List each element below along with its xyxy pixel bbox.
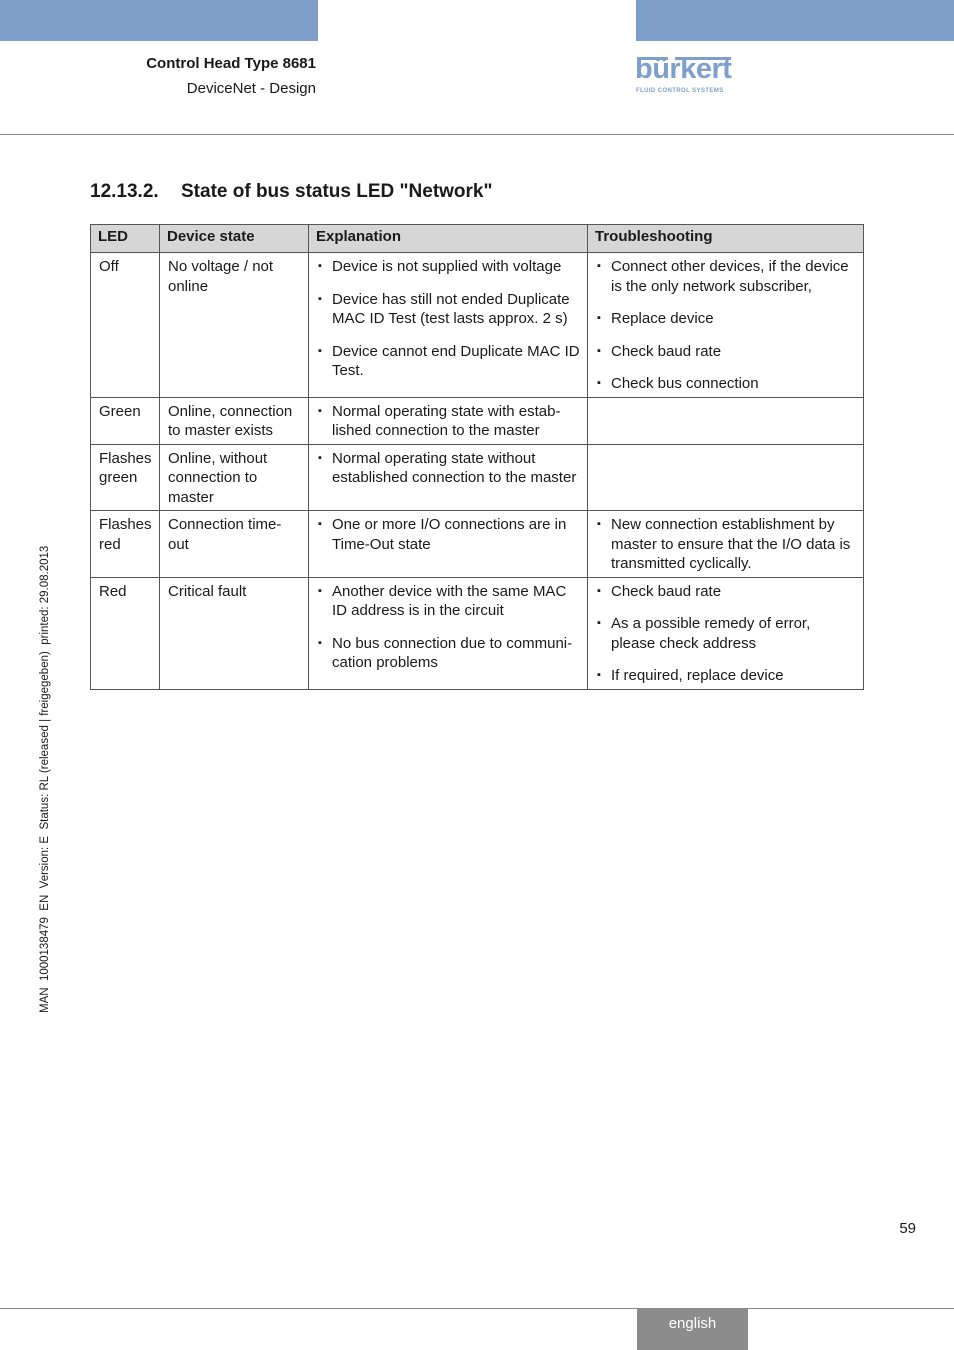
led-cell: Flashes red [91, 511, 160, 578]
document-title: Control Head Type 8681 [146, 55, 316, 72]
explanation-item: ▪ No bus connection due to communi-cation problems [317, 634, 580, 673]
explanation-cell [309, 397, 588, 444]
explanation-item: ▪ One or more I/O connections are in Time-Out state [317, 515, 580, 554]
document-meta-sidebar: MAN 1000138479 EN Version: E Status: RL (released | freigegeben) printed: 29.08.2013 [39, 545, 51, 1013]
explanation-item: ▪ Device cannot end Duplicate MAC ID Test. [317, 342, 580, 381]
burkert-logo [635, 53, 733, 97]
troubleshooting-cell [588, 444, 864, 511]
led-cell: Green [91, 397, 160, 444]
device-state-cell: Connection time-out [160, 511, 309, 578]
table-row [91, 444, 864, 511]
table-row [91, 397, 864, 444]
explanation-cell [309, 444, 588, 511]
table-row [91, 253, 864, 398]
device-state-cell: No voltage / not online [160, 253, 309, 398]
explanation-cell [309, 511, 588, 578]
explanation-item: ▪ Normal operating state with estab-lished connection to the master [317, 402, 580, 441]
column-header-led: LED [91, 225, 160, 253]
language-tab: english [637, 1309, 748, 1350]
troubleshooting-item: ▪ As a possible remedy of error, please check address [596, 614, 856, 653]
troubleshooting-item: ▪ If required, replace device [596, 666, 856, 686]
troubleshooting-cell [588, 253, 864, 398]
device-state-cell: Online, without connection to master [160, 444, 309, 511]
explanation-item: ▪ Normal operating state without established connection to the master [317, 449, 580, 488]
device-state-cell: Critical fault [160, 577, 309, 689]
document-subtitle: DeviceNet - Design [186, 80, 316, 97]
troubleshooting-item: ▪ Check bus connection [596, 374, 856, 394]
column-header-explanation: Explanation [309, 225, 588, 253]
table-row [91, 511, 864, 578]
section-title: State of bus status LED "Network" [181, 181, 493, 202]
table-row [91, 577, 864, 689]
device-state-cell: Online, connection to master exists [160, 397, 309, 444]
troubleshooting-item: ▪ Check baud rate [596, 582, 856, 602]
troubleshooting-item: ▪ New connection establishment by master to ensure that the I/O data is transmitted cyclically. [596, 515, 856, 574]
header-divider [0, 134, 954, 135]
section-heading [90, 181, 493, 203]
explanation-item: ▪ Device has still not ended Duplicate MAC ID Test (test lasts approx. 2 s) [317, 290, 580, 329]
header-accent-bar-right [636, 0, 954, 41]
explanation-cell [309, 253, 588, 398]
column-header-troubleshooting: Troubleshooting [588, 225, 864, 253]
explanation-item: ▪ Device is not supplied with voltage [317, 257, 580, 277]
troubleshooting-item: ▪ Replace device [596, 309, 856, 329]
logo-wordmark: bürkert [635, 53, 732, 85]
troubleshooting-item: ▪ Connect other devices, if the device is the only network subscriber, [596, 257, 856, 296]
table-header-row [91, 225, 864, 253]
page-number: 59 [899, 1220, 916, 1237]
troubleshooting-cell [588, 511, 864, 578]
led-cell: Red [91, 577, 160, 689]
section-number: 12.13.2. [90, 181, 159, 202]
troubleshooting-item: ▪ Check baud rate [596, 342, 856, 362]
explanation-cell [309, 577, 588, 689]
explanation-item: ▪ Another device with the same MAC ID address is in the circuit [317, 582, 580, 621]
troubleshooting-cell [588, 577, 864, 689]
led-cell: Off [91, 253, 160, 398]
troubleshooting-cell [588, 397, 864, 444]
led-cell: Flashes green [91, 444, 160, 511]
footer-divider [0, 1308, 954, 1309]
column-header-device-state: Device state [160, 225, 309, 253]
header-accent-bar-left [0, 0, 318, 41]
led-status-table [90, 224, 864, 690]
logo-tagline: FLUID CONTROL SYSTEMS [636, 88, 724, 94]
